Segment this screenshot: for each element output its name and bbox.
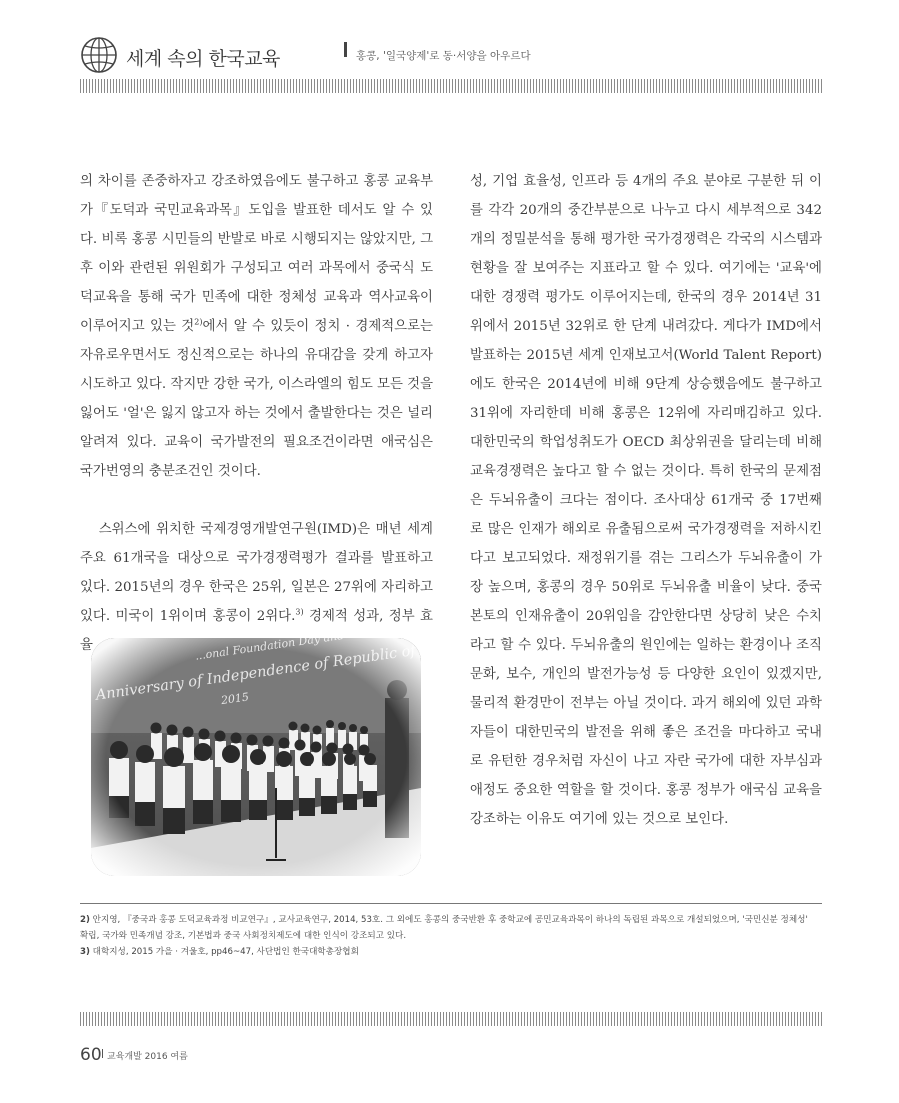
footnote-ref-2[interactable]: 2) (194, 317, 203, 327)
page-header (80, 32, 822, 78)
footnote-2: 2) 안지영, 『중국과 홍콩 도덕교육과정 비교연구』, 교사교육연구, 2014, 53호. 그 외에도 홍콩의 중국반환 후 중학교에 공민교육과목이 하나의 독립된 과목으로 개설되었으며, '국민신분 정체성' (80, 915, 808, 925)
footer-stripe (80, 1012, 822, 1026)
footer-divider (102, 1049, 103, 1058)
right-paragraph-1: 성, 기업 효율성, 인프라 등 4개의 주요 분야로 구분한 뒤 이를 각각 20개의 중간부분으로 나누고 다시 세부적으로 342개의 정밀분석을 통해 평가한 국가경쟁력은 각국의 시스템과 현황을 잘 보여주는 지표라고 할 수 있다. 여기에는 '교육'에 대한 경쟁력 평가도 이루어지는데, 한국의 경우 2014년 31위에서 2015년 32위로 한 단계 내려갔다. 게다가 IMD에서 발표하는 2015년 세계 인재보고서(World Talent Report)에도 한국은 2014년에 비해 9단계 상승했음에도 불구하고 31위에 자리한데 비해 홍콩은 12위에 자리매김하고 있다. 대한민국의 학업성취도가 OECD 최상위권을 달리는데 비해 교육경쟁력은 높다고 할 수 없는 것이다. 특히 한국의 문제점은 두뇌유출이 크다는 점이다. 조사대상 61개국 중 17번째로 많은 인재가 해외로 유출됨으로써 국가경쟁력을 저하시킨다고 보고되었다. 재정위기를 겪는 그리스가 두뇌유출이 가장 높으며, 홍콩의 경우 50위로 두뇌유출 비율이 낮다. 중국 본토의 인재유출이 20위임을 감안한다면 상당히 낮은 수치라고 할 수 있다. 두뇌유출의 원인에는 일하는 환경이나 조직 문화, 보수, 개인의 발전가능성 등 다양한 요인이 있겠지만, 물리적 환경만이 전부는 아닐 것이다. 과거 해외에 있던 과학자들이 대한민국의 발전을 위해 좋은 조건을 마다하고 국내로 유턴한 경우처럼 자신이 나고 자란 국가에 대한 자부심과 애정도 중요한 역할을 할 것이다. 홍콩 정부가 애국심 교육을 강조하는 이유도 여기에 있는 것으로 보인다. (470, 174, 822, 827)
children-choir-photo (91, 638, 421, 876)
section-title: 세계 속의 한국교육 (126, 48, 280, 70)
left-paragraph-1: 의 차이를 존중하자고 강조하였음에도 불구하고 홍콩 교육부가『도덕과 국민교육과목』도입을 발표한 데서도 알 수 있다. 비록 홍콩 시민들의 반발로 바로 시행되지는 않았지만, 그 후 이와 관련된 위원회가 구성되고 여러 과목에서 중국식 도덕교육을 통해 국가 민족에 대한 정체성 교육과 역사교육이 이루어지고 있는 것$^{2)}$에서 알 수 있듯이 정치 · 경제적으로는 자유로우면서도 정신적으로는 하나의 유대감을 갖게 하고자 시도하고 있다. 작지만 강한 국가, 이스라엘의 힘도 모든 것을 잃어도 '얼'은 잃지 않고자 하는 것에서 출발한다는 것은 널리 알려져 있다. 교육이 국가발전의 필요조건이라면 애국심은 국가번영의 충분조건인 것이다. (80, 174, 434, 479)
title-divider (344, 42, 347, 57)
left-paragraph-2: 스위스에 위치한 국제경영개발연구원(IMD)은 매년 세계 주요 61개국을 대상으로 국가경쟁력평가 결과를 발표하고 있다. 2015년의 경우 한국은 25위, 일본은 27위에 자리하고 있다. 미국이 1위이며 홍콩이 2위다.$^{3)}$ 경제적 성과, 정부 효율 (80, 522, 433, 653)
footnote-ref-3[interactable]: 3) (295, 607, 304, 617)
right-column (470, 167, 822, 834)
footnote-divider (80, 903, 822, 904)
globe-icon (80, 36, 118, 74)
footnotes (80, 912, 822, 960)
footnote-2-continued: 확립, 국가와 민족개념 강조, 기본법과 중국 사회정치제도에 대한 인식이 강조되고 있다. (80, 931, 407, 941)
left-column (80, 167, 433, 660)
header-stripe (80, 79, 822, 93)
footnote-3: 3) 대학지성, 2015 가을 · 겨울호, pp46~47, 사단법인 한국대학총장협회 (80, 947, 359, 957)
publication-label: 교육개발 2016 여름 (107, 1052, 188, 1062)
page-number: 60 (80, 1045, 102, 1065)
article-subtitle: 홍콩, '일국양제'로 동·서양을 아우르다 (356, 50, 531, 62)
